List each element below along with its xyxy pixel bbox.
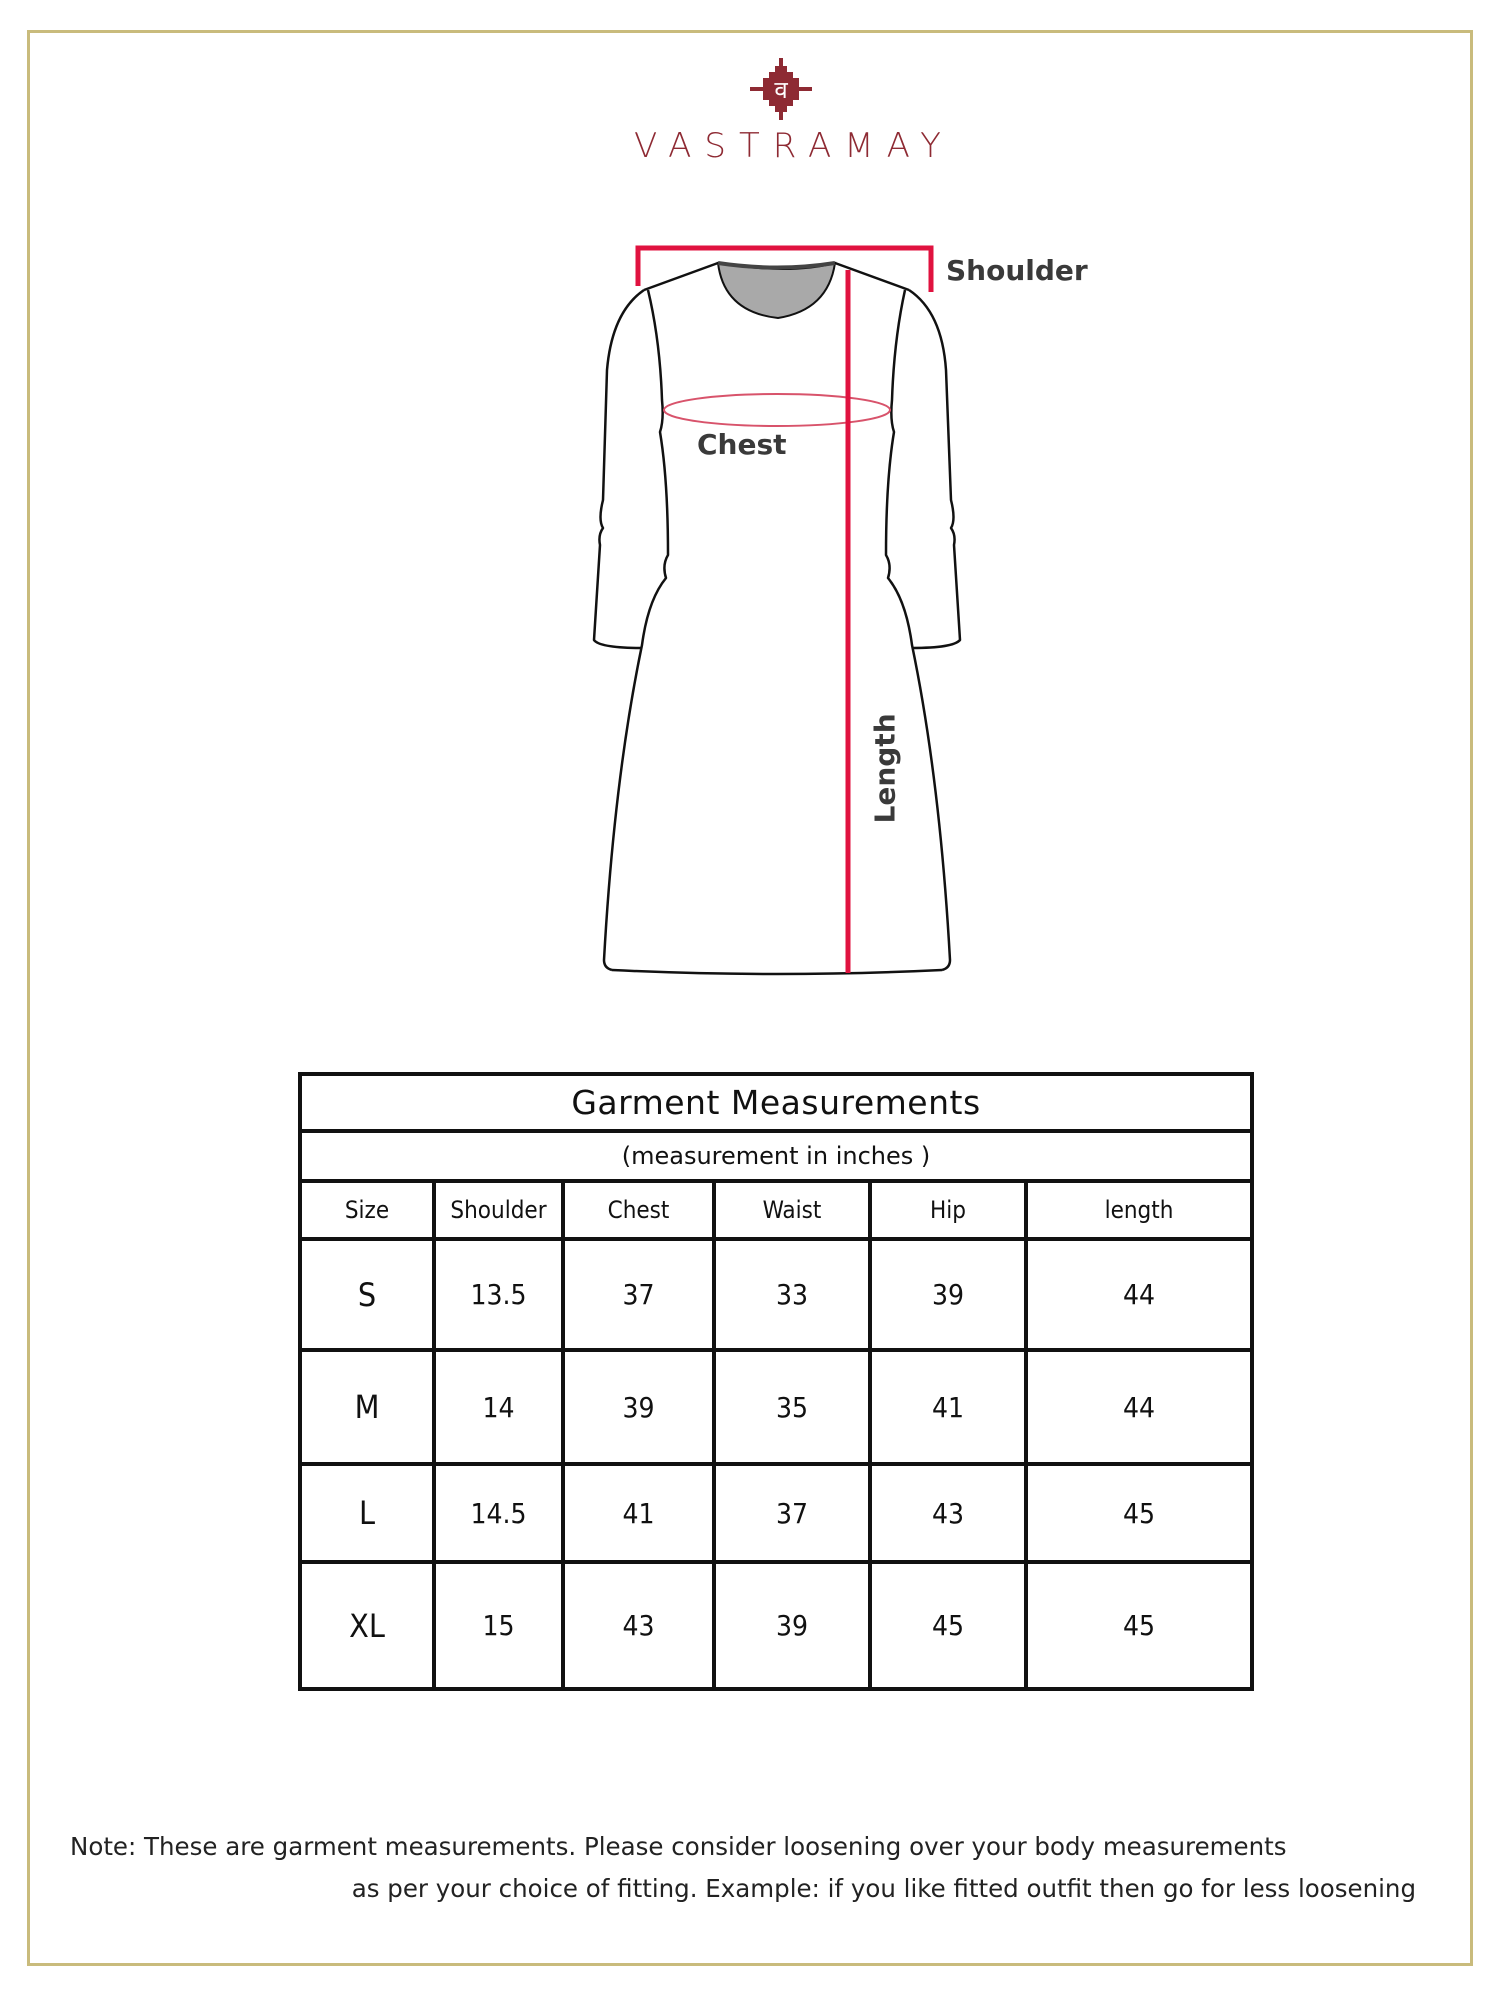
length-label: Length: [868, 713, 902, 824]
cell-size: M: [302, 1352, 436, 1462]
garment-diagram: [560, 230, 1120, 1000]
note-line-2: as per your choice of fitting. Example: if you like fitted outfit then go for less loosening: [351, 1874, 1416, 1903]
logo-letter: व: [774, 76, 788, 104]
cell-length: 45: [1122, 1496, 1156, 1530]
cell-shoulder: 14: [436, 1352, 565, 1462]
cell-hip: 45: [872, 1564, 1028, 1687]
shoulder-label: Shoulder: [946, 254, 1088, 287]
cell-chest: 39: [565, 1352, 716, 1462]
col-header-size: Size: [302, 1183, 436, 1237]
neckline-shading: [718, 263, 835, 318]
cell-hip: 41: [872, 1352, 1028, 1462]
cell-waist: 33: [716, 1241, 872, 1348]
table-row: [302, 1352, 1250, 1466]
cell-shoulder: 13.5: [436, 1241, 565, 1348]
table-title: Garment Measurements: [302, 1076, 1250, 1133]
note-line-1: Note: These are garment measurements. Please consider loosening over your body measurements: [70, 1832, 1287, 1861]
cell-chest: 41: [565, 1466, 716, 1560]
chest-measure-ellipse: [664, 394, 890, 426]
col-header-chest: Chest: [565, 1183, 716, 1237]
cell-waist: 39: [716, 1564, 872, 1687]
cell-length: 44: [1122, 1390, 1156, 1424]
fit-note: [70, 1826, 1416, 1910]
cell-length: 45: [1122, 1609, 1156, 1642]
col-header-hip: Hip: [872, 1183, 1028, 1237]
cell-shoulder: 15: [436, 1564, 565, 1687]
cell-waist: 37: [716, 1466, 872, 1560]
cell-waist: 35: [716, 1352, 872, 1462]
cell-length: 44: [1122, 1278, 1156, 1311]
cell-hip: 39: [872, 1241, 1028, 1348]
chest-label: Chest: [697, 428, 787, 461]
cell-chest: 43: [565, 1564, 716, 1687]
brand-logo-icon: [750, 58, 812, 120]
cell-chest: 37: [565, 1241, 716, 1348]
col-header-waist: Waist: [716, 1183, 872, 1237]
table-row: [302, 1241, 1250, 1352]
col-header-length: length: [1104, 1196, 1174, 1224]
table-row: [302, 1564, 1250, 1687]
table-header-row: [302, 1183, 1250, 1241]
cell-hip: 43: [872, 1466, 1028, 1560]
cell-shoulder: 14.5: [436, 1466, 565, 1560]
table-subtitle: (measurement in inches ): [302, 1133, 1250, 1183]
cell-size: S: [302, 1241, 436, 1348]
brand-name: VASTRAMAY: [634, 126, 954, 166]
measurement-table: [298, 1072, 1254, 1691]
table-row: [302, 1466, 1250, 1564]
col-header-shoulder: Shoulder: [436, 1183, 565, 1237]
cell-size: XL: [302, 1564, 436, 1687]
cell-size: L: [302, 1466, 436, 1560]
